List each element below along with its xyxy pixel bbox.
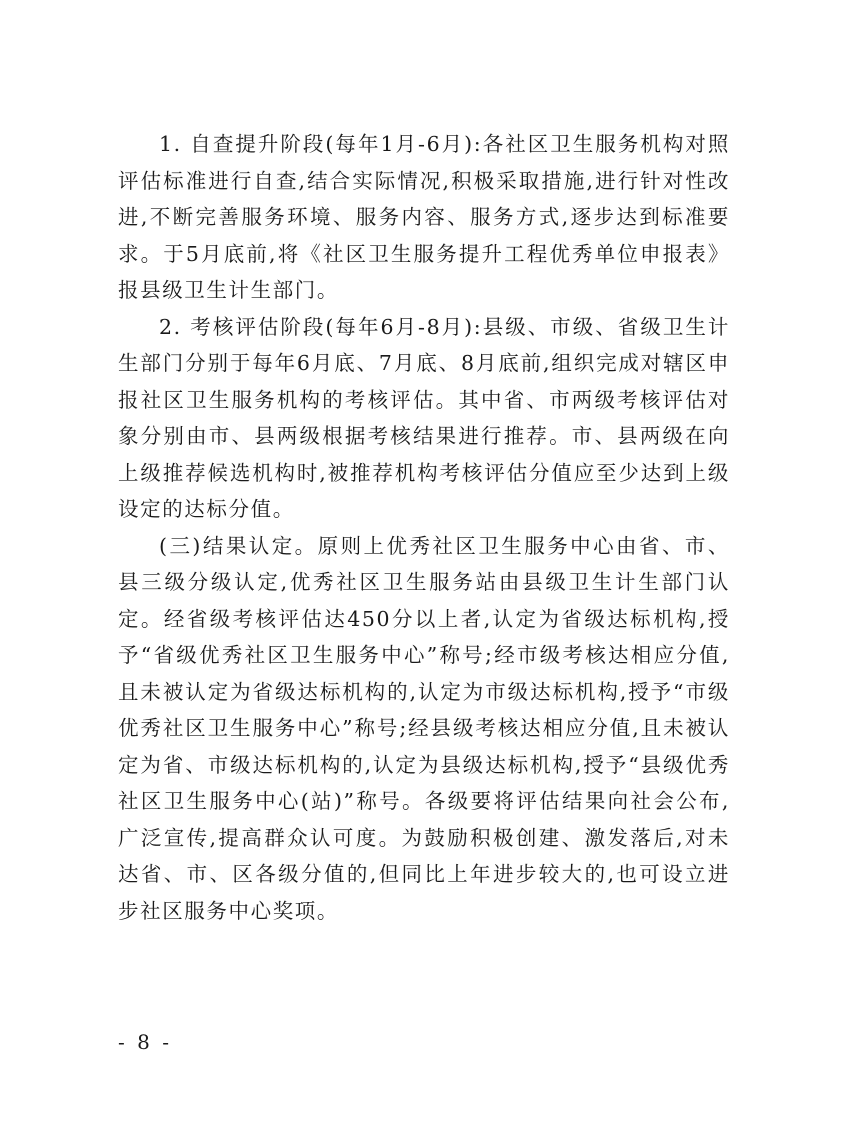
paragraph-assessment-stage: 2. 考核评估阶段(每年6月-8月):县级、市级、省级卫生计生部门分别于每年6月底、7月底、8月底前,组织完成对辖区申报社区卫生服务机构的考核评估。其中省、市两级考核评估对象分别由市、县两级根据考核结果进行推荐。市、县两级在向上级推荐候选机构时,被推荐机构考核评估分值应至少达到上级设定的达标分值。 <box>118 314 730 521</box>
page-number: - 8 - <box>118 1030 172 1054</box>
document-body <box>118 126 730 929</box>
paragraph-result-recognition: (三)结果认定。原则上优秀社区卫生服务中心由省、市、县三级分级认定,优秀社区卫生服务站由县级卫生计生部门认定。经省级考核评估达450分以上者,认定为省级达标机构,授予“省级优秀社区卫生服务中心”称号;经市级考核达相应分值,且未被认定为省级达标机构的,认定为市级达标机构,授予“市级优秀社区卫生服务中心”称号;经县级考核达相应分值,且未被认定为省、市级达标机构的,认定为县级达标机构,授予“县级优秀社区卫生服务中心(站)”称号。各级要将评估结果向社会公布,广泛宣传,提高群众认可度。为鼓励积极创建、激发落后,对未达省、市、区各级分值的,但同比上年进步较大的,也可设立进步社区服务中心奖项。 <box>118 533 730 923</box>
paragraph-self-inspection-stage: 1. 自查提升阶段(每年1月-6月):各社区卫生服务机构对照评估标准进行自查,结合实际情况,积极采取措施,进行针对性改进,不断完善服务环境、服务内容、服务方式,逐步达到标准要求。于5月底前,将《社区卫生服务提升工程优秀单位申报表》报县级卫生计生部门。 <box>118 132 730 302</box>
